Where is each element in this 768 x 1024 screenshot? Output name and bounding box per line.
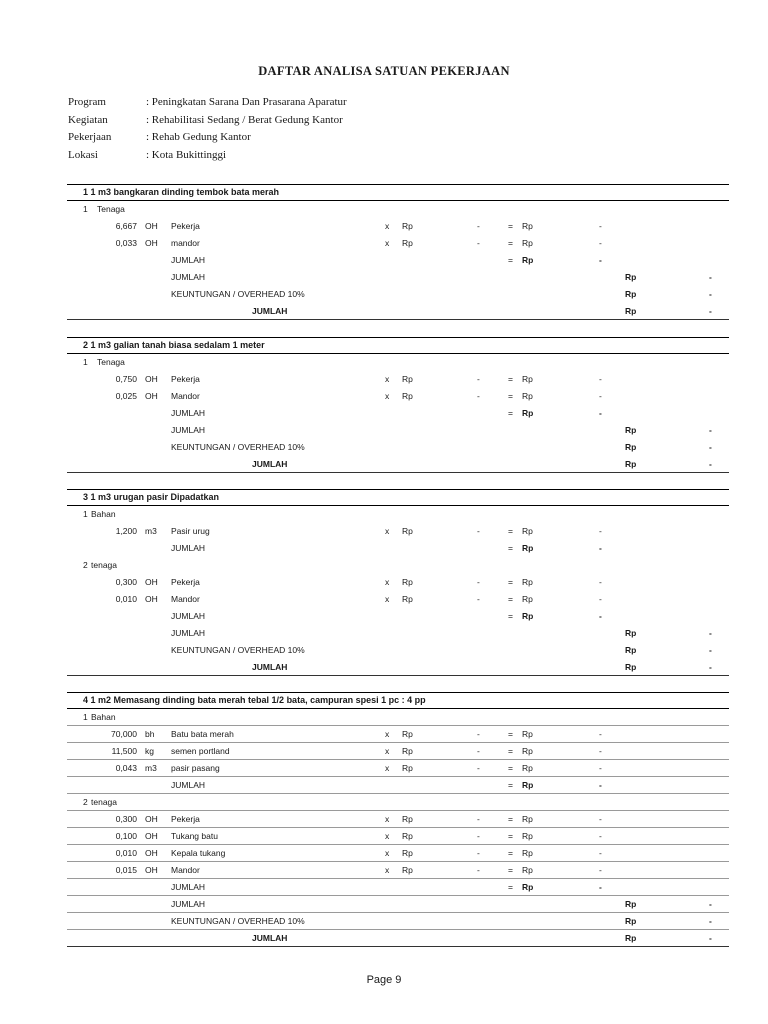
item-row xyxy=(67,811,729,828)
meta-pekerjaan xyxy=(68,131,347,149)
subtotal-label: JUMLAH xyxy=(171,255,206,265)
total-value: - xyxy=(709,425,712,435)
item-row xyxy=(67,845,729,862)
subtotal-row xyxy=(67,777,729,794)
grand-total-row xyxy=(67,659,729,676)
unit: OH xyxy=(145,831,158,841)
line-total: - xyxy=(599,763,602,773)
currency: Rp xyxy=(522,780,534,790)
currency: Rp xyxy=(402,526,413,536)
coefficient: 0,043 xyxy=(115,763,137,773)
item-name: Mandor xyxy=(171,594,200,604)
grand-total-value: - xyxy=(709,662,712,672)
times-sign: x xyxy=(385,374,390,384)
currency: Rp xyxy=(522,831,533,841)
subtotal-label: JUMLAH xyxy=(171,408,206,418)
group-index: 2 xyxy=(83,797,88,807)
meta-key: Lokasi xyxy=(68,148,98,161)
currency: Rp xyxy=(402,831,413,841)
equals-sign: = xyxy=(508,831,513,841)
currency: Rp xyxy=(402,763,413,773)
overhead-value: - xyxy=(709,442,712,452)
subtotal-value: - xyxy=(599,408,602,418)
equals-sign: = xyxy=(508,848,513,858)
coefficient: 0,010 xyxy=(115,848,137,858)
total-row xyxy=(67,625,729,642)
section-heading: 4 1 m2 Memasang dinding bata merah tebal 1/2 bata, campuran spesi 1 pc : 4 pp xyxy=(67,692,729,709)
equals-sign: = xyxy=(508,882,513,892)
analysis-section xyxy=(67,692,729,947)
unit-price: - xyxy=(477,729,480,739)
line-total: - xyxy=(599,374,602,384)
group-name: Bahan xyxy=(91,712,116,722)
currency: Rp xyxy=(522,746,533,756)
grand-total-row xyxy=(67,930,729,947)
equals-sign: = xyxy=(508,408,513,418)
group-name: Bahan xyxy=(91,509,116,519)
total-value: - xyxy=(709,272,712,282)
times-sign: x xyxy=(385,848,390,858)
equals-sign: = xyxy=(508,221,513,231)
meta-key: Kegiatan xyxy=(68,113,108,126)
group-name: tenaga xyxy=(91,797,117,807)
item-row xyxy=(67,235,729,252)
meta-key: Program xyxy=(68,96,106,108)
total-value: - xyxy=(709,899,712,909)
grand-total-value: - xyxy=(709,933,712,943)
unit-price: - xyxy=(477,391,480,401)
overhead-value: - xyxy=(709,645,712,655)
times-sign: x xyxy=(385,391,390,401)
meta-value: : Kota Bukittinggi xyxy=(146,148,227,161)
item-row xyxy=(67,591,729,608)
grand-total-row xyxy=(67,303,729,320)
item-name: Pekerja xyxy=(171,374,200,384)
subtotal-value: - xyxy=(599,611,602,621)
project-info xyxy=(68,96,347,166)
coefficient: 0,010 xyxy=(115,594,137,604)
meta-kegiatan xyxy=(68,114,347,132)
currency: Rp xyxy=(625,425,637,435)
total-value: - xyxy=(709,628,712,638)
item-row xyxy=(67,388,729,405)
item-name: Pekerja xyxy=(171,221,200,231)
coefficient: 11,500 xyxy=(111,746,137,756)
subtotal-value: - xyxy=(599,543,602,553)
item-name: Mandor xyxy=(171,391,200,401)
item-name: Batu bata merah xyxy=(171,729,234,739)
total-row xyxy=(67,422,729,439)
group-row xyxy=(67,557,729,574)
equals-sign: = xyxy=(508,594,513,604)
unit-price: - xyxy=(477,763,480,773)
total-label: JUMLAH xyxy=(171,425,206,435)
currency: Rp xyxy=(402,594,413,604)
total-row xyxy=(67,896,729,913)
group-index: 2 xyxy=(83,560,88,570)
grand-total-value: - xyxy=(709,306,712,316)
meta-key: Pekerjaan xyxy=(68,131,112,143)
subtotal-value: - xyxy=(599,780,602,790)
currency: Rp xyxy=(402,221,413,231)
currency: Rp xyxy=(522,577,533,587)
currency: Rp xyxy=(402,374,413,384)
item-name: Tukang batu xyxy=(171,831,218,841)
coefficient: 6,667 xyxy=(115,221,137,231)
item-name: Pasir urug xyxy=(171,526,210,536)
times-sign: x xyxy=(385,526,390,536)
coefficient: 0,033 xyxy=(115,238,137,248)
item-name: pasir pasang xyxy=(171,763,220,773)
subtotal-label: JUMLAH xyxy=(171,611,206,621)
currency: Rp xyxy=(522,374,533,384)
unit: m3 xyxy=(145,526,157,536)
meta-program xyxy=(68,96,347,114)
line-total: - xyxy=(599,221,602,231)
group-name: tenaga xyxy=(91,560,117,570)
currency: Rp xyxy=(522,408,534,418)
currency: Rp xyxy=(402,865,413,875)
total-label: JUMLAH xyxy=(171,628,206,638)
grand-total-value: - xyxy=(709,459,712,469)
currency: Rp xyxy=(522,611,534,621)
currency: Rp xyxy=(522,543,534,553)
overhead-value: - xyxy=(709,289,712,299)
currency: Rp xyxy=(522,255,534,265)
unit-price: - xyxy=(477,526,480,536)
equals-sign: = xyxy=(508,746,513,756)
times-sign: x xyxy=(385,746,390,756)
subtotal-row xyxy=(67,252,729,269)
currency: Rp xyxy=(522,848,533,858)
overhead-row xyxy=(67,642,729,659)
unit: OH xyxy=(145,391,158,401)
currency: Rp xyxy=(402,848,413,858)
item-name: Kepala tukang xyxy=(171,848,226,858)
unit: bh xyxy=(145,729,155,739)
times-sign: x xyxy=(385,831,390,841)
group-row xyxy=(67,354,729,371)
item-row xyxy=(67,371,729,388)
meta-value: : Peningkatan Sarana Dan Prasarana Aparatur xyxy=(146,96,347,108)
unit-price: - xyxy=(477,865,480,875)
overhead-row xyxy=(67,286,729,303)
line-total: - xyxy=(599,594,602,604)
group-index: 1 xyxy=(83,357,88,367)
currency: Rp xyxy=(625,628,637,638)
unit-price: - xyxy=(477,831,480,841)
currency: Rp xyxy=(625,916,637,926)
section-heading: 2 1 m3 galian tanah biasa sedalam 1 meter xyxy=(67,337,729,354)
line-total: - xyxy=(599,848,602,858)
group-row xyxy=(67,506,729,523)
item-row xyxy=(67,862,729,879)
line-total: - xyxy=(599,238,602,248)
equals-sign: = xyxy=(508,238,513,248)
page-title: DAFTAR ANALISA SATUAN PEKERJAAN xyxy=(258,64,510,78)
group-name: Tenaga xyxy=(97,357,125,367)
coefficient: 0,100 xyxy=(115,831,137,841)
equals-sign: = xyxy=(508,577,513,587)
analysis-section xyxy=(67,337,729,473)
unit-price: - xyxy=(477,848,480,858)
unit-price: - xyxy=(477,814,480,824)
meta-value: : Rehab Gedung Kantor xyxy=(146,131,251,143)
coefficient: 1,200 xyxy=(115,526,137,536)
section-heading: 3 1 m3 urugan pasir Dipadatkan xyxy=(67,489,729,506)
subtotal-row xyxy=(67,405,729,422)
group-index: 1 xyxy=(83,712,88,722)
unit-price: - xyxy=(477,594,480,604)
meta-value: : Rehabilitasi Sedang / Berat Gedung Kantor xyxy=(146,113,343,126)
grand-total-label: JUMLAH xyxy=(252,459,288,469)
total-row xyxy=(67,269,729,286)
unit-price: - xyxy=(477,577,480,587)
page-number: Page 9 xyxy=(366,974,402,986)
item-row xyxy=(67,760,729,777)
currency: Rp xyxy=(625,442,637,452)
subtotal-label: JUMLAH xyxy=(171,543,206,553)
equals-sign: = xyxy=(508,374,513,384)
currency: Rp xyxy=(402,746,413,756)
subtotal-label: JUMLAH xyxy=(171,882,206,892)
unit: OH xyxy=(145,865,158,875)
subtotal-label: JUMLAH xyxy=(171,780,206,790)
item-row xyxy=(67,523,729,540)
equals-sign: = xyxy=(508,865,513,875)
unit: OH xyxy=(145,374,158,384)
grand-total-row xyxy=(67,456,729,473)
line-total: - xyxy=(599,814,602,824)
equals-sign: = xyxy=(508,611,513,621)
overhead-row xyxy=(67,913,729,930)
currency: Rp xyxy=(402,814,413,824)
currency: Rp xyxy=(402,238,413,248)
unit-price: - xyxy=(477,746,480,756)
unit: OH xyxy=(145,577,158,587)
line-total: - xyxy=(599,577,602,587)
times-sign: x xyxy=(385,594,390,604)
equals-sign: = xyxy=(508,729,513,739)
group-row xyxy=(67,709,729,726)
currency: Rp xyxy=(522,882,534,892)
subtotal-value: - xyxy=(599,255,602,265)
subtotal-row xyxy=(67,879,729,896)
overhead-row xyxy=(67,439,729,456)
overhead-value: - xyxy=(709,916,712,926)
coefficient: 70,000 xyxy=(111,729,137,739)
times-sign: x xyxy=(385,865,390,875)
equals-sign: = xyxy=(508,763,513,773)
times-sign: x xyxy=(385,729,390,739)
line-total: - xyxy=(599,391,602,401)
times-sign: x xyxy=(385,814,390,824)
currency: Rp xyxy=(625,306,637,316)
item-name: mandor xyxy=(171,238,200,248)
unit: kg xyxy=(145,746,154,756)
grand-total-label: JUMLAH xyxy=(252,306,288,316)
unit: OH xyxy=(145,238,158,248)
section-heading: 1 1 m3 bangkaran dinding tembok bata merah xyxy=(67,184,729,201)
coefficient: 0,015 xyxy=(115,865,137,875)
currency: Rp xyxy=(522,865,533,875)
times-sign: x xyxy=(385,238,390,248)
equals-sign: = xyxy=(508,543,513,553)
line-total: - xyxy=(599,526,602,536)
grand-total-label: JUMLAH xyxy=(252,933,288,943)
currency: Rp xyxy=(522,814,533,824)
total-label: JUMLAH xyxy=(171,899,206,909)
currency: Rp xyxy=(522,526,533,536)
grand-total-label: JUMLAH xyxy=(252,662,288,672)
currency: Rp xyxy=(522,391,533,401)
currency: Rp xyxy=(522,238,533,248)
unit: OH xyxy=(145,848,158,858)
unit: OH xyxy=(145,814,158,824)
coefficient: 0,750 xyxy=(115,374,137,384)
currency: Rp xyxy=(625,899,637,909)
group-name: Tenaga xyxy=(97,204,125,214)
unit: m3 xyxy=(145,763,157,773)
equals-sign: = xyxy=(508,391,513,401)
analysis-section xyxy=(67,489,729,676)
group-row xyxy=(67,794,729,811)
currency: Rp xyxy=(522,221,533,231)
currency: Rp xyxy=(625,933,637,943)
equals-sign: = xyxy=(508,814,513,824)
currency: Rp xyxy=(522,763,533,773)
line-total: - xyxy=(599,865,602,875)
line-total: - xyxy=(599,729,602,739)
currency: Rp xyxy=(625,662,637,672)
currency: Rp xyxy=(402,729,413,739)
currency: Rp xyxy=(522,729,533,739)
coefficient: 0,300 xyxy=(115,814,137,824)
currency: Rp xyxy=(625,272,637,282)
overhead-label: KEUNTUNGAN / OVERHEAD 10% xyxy=(171,916,305,926)
equals-sign: = xyxy=(508,255,513,265)
times-sign: x xyxy=(385,221,390,231)
item-row xyxy=(67,828,729,845)
unit: OH xyxy=(145,221,158,231)
group-index: 1 xyxy=(83,509,88,519)
total-label: JUMLAH xyxy=(171,272,206,282)
item-name: Pekerja xyxy=(171,577,200,587)
unit-price: - xyxy=(477,221,480,231)
times-sign: x xyxy=(385,577,390,587)
subtotal-row xyxy=(67,540,729,557)
currency: Rp xyxy=(625,289,637,299)
equals-sign: = xyxy=(508,780,513,790)
meta-lokasi xyxy=(68,149,347,167)
line-total: - xyxy=(599,746,602,756)
line-total: - xyxy=(599,831,602,841)
item-row xyxy=(67,743,729,760)
coefficient: 0,025 xyxy=(115,391,137,401)
item-row xyxy=(67,218,729,235)
currency: Rp xyxy=(625,459,637,469)
overhead-label: KEUNTUNGAN / OVERHEAD 10% xyxy=(171,442,305,452)
equals-sign: = xyxy=(508,526,513,536)
currency: Rp xyxy=(402,577,413,587)
currency: Rp xyxy=(522,594,533,604)
coefficient: 0,300 xyxy=(115,577,137,587)
item-row xyxy=(67,574,729,591)
group-row xyxy=(67,201,729,218)
item-name: semen portland xyxy=(171,746,230,756)
currency: Rp xyxy=(402,391,413,401)
unit-price: - xyxy=(477,238,480,248)
overhead-label: KEUNTUNGAN / OVERHEAD 10% xyxy=(171,645,305,655)
item-name: Pekerja xyxy=(171,814,200,824)
analysis-section xyxy=(67,184,729,320)
times-sign: x xyxy=(385,763,390,773)
unit: OH xyxy=(145,594,158,604)
currency: Rp xyxy=(625,645,637,655)
group-index: 1 xyxy=(83,204,88,214)
subtotal-value: - xyxy=(599,882,602,892)
item-row xyxy=(67,726,729,743)
unit-price: - xyxy=(477,374,480,384)
subtotal-row xyxy=(67,608,729,625)
item-name: Mandor xyxy=(171,865,200,875)
overhead-label: KEUNTUNGAN / OVERHEAD 10% xyxy=(171,289,305,299)
